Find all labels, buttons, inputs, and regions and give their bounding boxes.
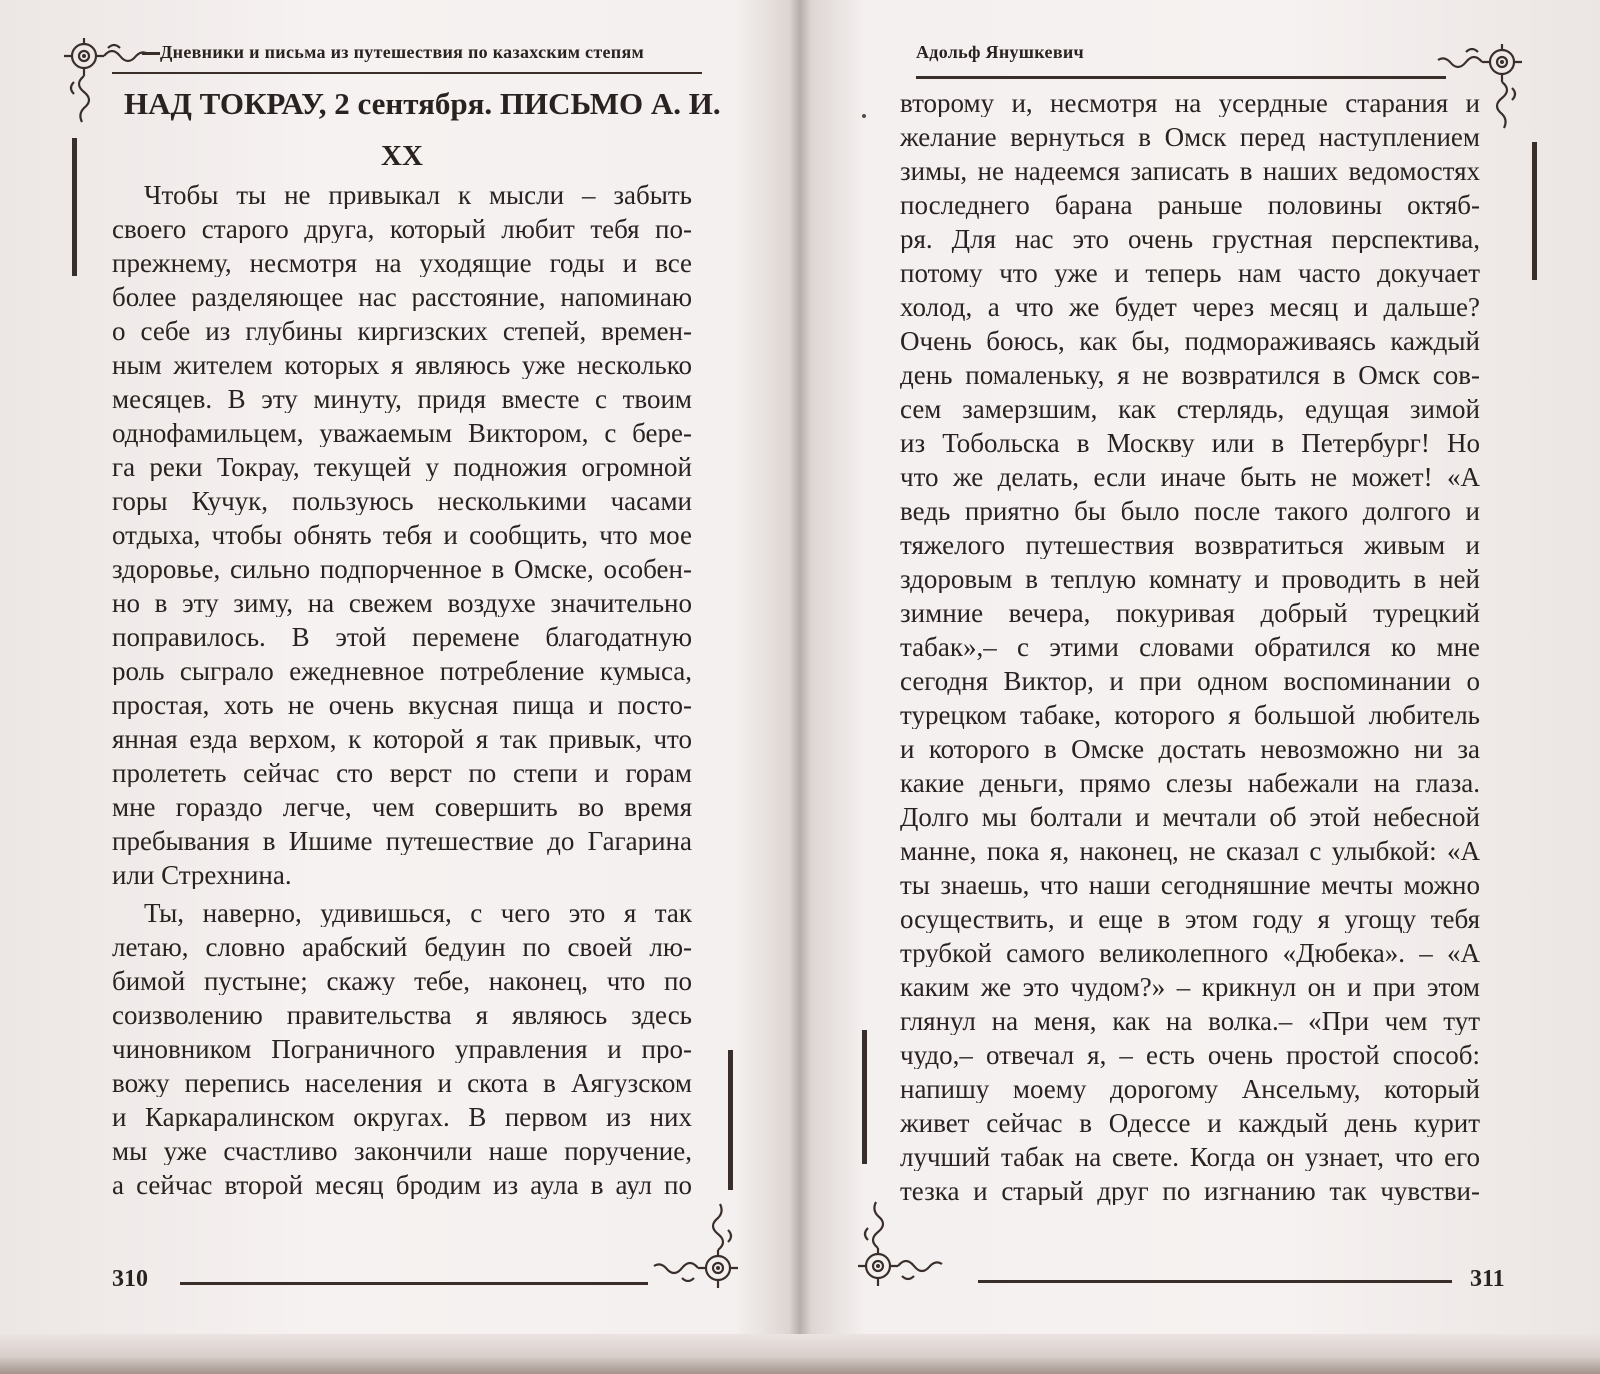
text-line: горы Кучук, пользуюсь несколькими часами <box>112 488 692 515</box>
chapter-title: НАД ТОКРАУ, 2 сентября. ПИСЬМО А. И. <box>124 86 721 121</box>
text-line: а сейчас второй месяц бродим из аула в аул по <box>112 1172 692 1199</box>
text-line: Долго мы болтали и мечтали об этой небесной <box>900 804 1480 831</box>
text-line: второму и, несмотря на усердные старания и <box>900 90 1480 117</box>
text-line: табак»,– с этими словами обратился ко мне <box>900 634 1480 661</box>
text-line: бимой пустыне; скажу тебе, наконец, что по <box>112 968 692 995</box>
text-line: соизволению правительства я являюсь здесь <box>112 1002 692 1029</box>
text-line: ным жителем которых я являюсь уже несколько <box>112 352 692 379</box>
text-line: день помаленьку, я не возвратился в Омск сов- <box>900 362 1480 389</box>
text-line: или Стрехнина. <box>112 862 292 889</box>
text-line: какие деньги, прямо слезы набежали на глаза. <box>900 770 1480 797</box>
book-bottom-edge <box>0 1334 1600 1374</box>
right-margin-bar <box>1532 142 1537 280</box>
left-page <box>0 0 800 1334</box>
text-line: тяжелого путешествия возвратиться живым и <box>900 532 1480 559</box>
text-line: сегодня Виктор, и при одном воспоминании о <box>900 668 1480 695</box>
text-line: зимы, не надеемся записать в наших ведомостях <box>900 158 1480 185</box>
text-line: трубкой самого великолепного «Дюбека». – «А <box>900 940 1480 967</box>
text-line: поправилось. В этой перемене благодатную <box>112 624 692 651</box>
text-line: летаю, словно арабский бедуин по своей лю- <box>112 934 692 961</box>
text-line: мне гораздо легче, чем совершить во время <box>112 794 692 821</box>
text-line: более разделяющее нас расстояние, напоминаю <box>112 284 692 311</box>
bottom-left-ornament-icon <box>852 1190 962 1299</box>
text-line: напишу моему дорогому Ансельму, который <box>900 1076 1480 1103</box>
text-line: осуществить, и еще в этом году я угощу тебя <box>900 906 1480 933</box>
text-line: здоровым в теплую комнату и проводить в ней <box>900 566 1480 593</box>
text-line: сем замерзшим, как стерлядь, едущая зимой <box>900 396 1480 423</box>
left-margin-bar <box>862 1030 867 1164</box>
text-line: пребывания в Ишиме путешествие до Гагарина <box>112 828 692 855</box>
text-line: холод, а что же будет через месяц и дальше? <box>900 294 1480 321</box>
text-line: тезка и старый друг по изгнанию так чувстви- <box>900 1178 1480 1205</box>
text-line: манне, пока я, наконец, не сказал с улыбкой: «А <box>900 838 1480 865</box>
header-rule <box>916 76 1446 79</box>
text-line: ря. Для нас это очень грустная перспектива, <box>900 226 1480 253</box>
text-line: турецком табаке, которого я большой любитель <box>900 702 1480 729</box>
text-line: о себе из глубины киргизских степей, времен- <box>112 318 692 345</box>
text-line: отдыха, чтобы обнять тебя и сообщить, что мое <box>112 522 692 549</box>
footer-rule <box>978 1280 1452 1283</box>
text-line: мы уже счастливо закончили наше поручение, <box>112 1138 692 1165</box>
text-line: чиновником Пограничного управления и про- <box>112 1036 692 1063</box>
text-line: га реки Токрау, текущей у подножия огромной <box>112 454 692 481</box>
text-line: и которого в Омске достать невозможно ни за <box>900 736 1480 763</box>
footer-rule <box>180 1282 648 1285</box>
text-line: живет сейчас в Одессе и каждый день курит <box>900 1110 1480 1137</box>
text-line: и Каркаралинском округах. В первом из них <box>112 1104 692 1131</box>
text-line: простая, хоть не очень вкусная пища и посто- <box>112 692 692 719</box>
text-line: Очень боюсь, как бы, подмораживаясь каждый <box>900 328 1480 355</box>
text-line: потому что уже и теперь нам часто докучает <box>900 260 1480 287</box>
text-line: лучший табак на свете. Когда он узнает, что его <box>900 1144 1480 1171</box>
text-line: янная езда верхом, к которой я так привык, что <box>112 726 692 753</box>
right-page <box>800 0 1600 1334</box>
bottom-right-ornament-icon <box>638 1196 748 1301</box>
text-line: роль сыграло ежедневное потребление кумыса, <box>112 658 692 685</box>
text-line: что же делать, если иначе быть не может! «А <box>900 464 1480 491</box>
text-line: каким же это чудом?» – крикнул он и при этом <box>900 974 1480 1001</box>
header-rule <box>112 72 702 74</box>
text-line: пролететь сейчас сто верст по степи и горам <box>112 760 692 787</box>
text-line: чудо,– отвечал я, – есть очень простой способ: <box>900 1042 1480 1069</box>
text-line: однофамильцем, уважаемым Виктором, с бере- <box>112 420 692 447</box>
running-head: Дневники и письма из путешествия по казахским степям <box>160 42 645 62</box>
text-line: желание вернуться в Омск перед наступлением <box>900 124 1480 151</box>
page-number: 310 <box>112 1266 148 1292</box>
text-line: зимние вечера, покуривая добрый турецкий <box>900 600 1480 627</box>
text-line: последнего барана раньше половины октяб- <box>900 192 1480 219</box>
left-margin-bar <box>72 138 77 276</box>
text-line: прежнему, несмотря на уходящие годы и все <box>112 250 692 277</box>
text-line: Чтобы ты не привыкал к мысли – забыть <box>144 182 692 209</box>
text-line: но в эту зиму, на свежем воздухе значительно <box>112 590 692 617</box>
ink-speck <box>862 114 866 118</box>
text-line: вожу перепись населения и скота в Аягузском <box>112 1070 692 1097</box>
text-line: глянул на меня, как на волка.– «При чем тут <box>900 1008 1480 1035</box>
text-line: ведь приятно бы было после такого долгого и <box>900 498 1480 525</box>
text-line: месяцев. В эту минуту, придя вместе с твоим <box>112 386 692 413</box>
text-line: здоровье, сильно подпорченное в Омске, особен- <box>112 556 692 583</box>
text-line: из Тобольска в Москву или в Петербург! Но <box>900 430 1480 457</box>
text-line: Ты, наверно, удивишься, с чего это я так <box>144 900 692 927</box>
text-line: ты знаешь, что наши сегодняшние мечты можно <box>900 872 1480 899</box>
text-line: своего старого друга, который любит тебя по- <box>112 216 692 243</box>
right-margin-bar <box>728 1050 733 1190</box>
running-head: Адольф Янушкевич <box>916 42 1084 62</box>
page-number: 311 <box>1470 1266 1505 1292</box>
chapter-number: XX <box>381 140 423 172</box>
